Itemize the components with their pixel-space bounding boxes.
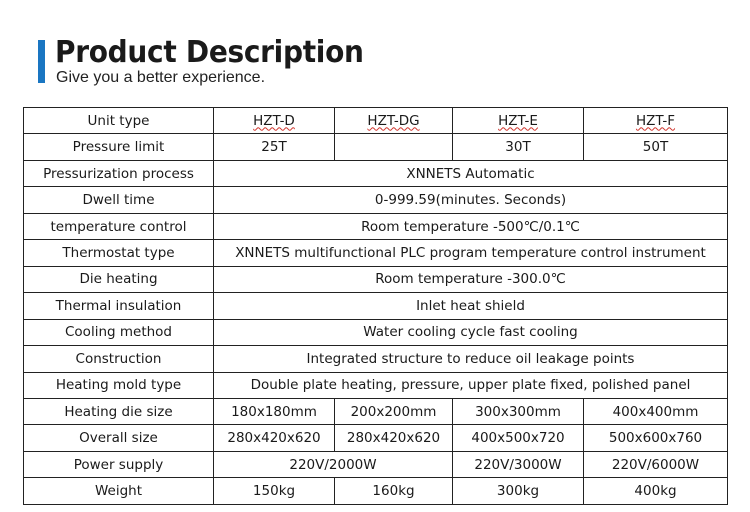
value-cell: 180x180mm: [214, 398, 335, 424]
row-label: Dwell time: [24, 187, 214, 213]
value-cell: 400kg: [584, 478, 728, 505]
row-label: Power supply: [24, 451, 214, 477]
table-row-heating-die-size: [24, 398, 728, 424]
value-cell: 300kg: [453, 478, 584, 505]
model-cell: HZT-F: [584, 108, 728, 134]
row-label: Overall size: [24, 425, 214, 451]
model-cell: HZT-D: [214, 108, 335, 134]
table-row-dwell-time: [24, 187, 728, 213]
value-cell: 160kg: [335, 478, 453, 505]
value-cell: 400x400mm: [584, 398, 728, 424]
row-label: Pressurization process: [24, 160, 214, 186]
row-label: Pressure limit: [24, 134, 214, 160]
value-cell: 400x500x720: [453, 425, 584, 451]
value-cell: 200x200mm: [335, 398, 453, 424]
value-cell: Inlet heat shield: [214, 293, 728, 319]
table-row-thermostat-type: [24, 240, 728, 266]
table-row-die-heating: [24, 266, 728, 292]
table-row-pressurization-process: [24, 160, 728, 186]
row-label: Unit type: [24, 108, 214, 134]
value-cell: Double plate heating, pressure, upper plate fixed, polished panel: [214, 372, 728, 398]
model-cell: HZT-E: [453, 108, 584, 134]
row-label: Thermostat type: [24, 240, 214, 266]
table-row-thermal-insulation: [24, 293, 728, 319]
row-label: Thermal insulation: [24, 293, 214, 319]
page-title: Product Description: [55, 34, 364, 70]
row-label: Die heating: [24, 266, 214, 292]
title-accent-bar: [38, 40, 45, 83]
table-row-overall-size: [24, 425, 728, 451]
value-cell: Water cooling cycle fast cooling: [214, 319, 728, 345]
value-cell: 30T: [453, 134, 584, 160]
value-cell: 220V/6000W: [584, 451, 728, 477]
value-cell: 280x420x620: [335, 425, 453, 451]
table-row-temperature-control: [24, 213, 728, 239]
table-row-unit-type: [24, 108, 728, 134]
page-subtitle: Give you a better experience.: [56, 69, 266, 86]
row-label: temperature control: [24, 213, 214, 239]
value-cell: Room temperature -500℃/0.1℃: [214, 213, 728, 239]
table-row-weight: [24, 478, 728, 505]
row-label: Weight: [24, 478, 214, 505]
value-cell: Integrated structure to reduce oil leakage points: [214, 346, 728, 372]
row-label: Heating mold type: [24, 372, 214, 398]
row-label: Construction: [24, 346, 214, 372]
table-row-pressure-limit: [24, 134, 728, 160]
value-cell: 150kg: [214, 478, 335, 505]
table-row-construction: [24, 346, 728, 372]
model-cell: HZT-DG: [335, 108, 453, 134]
value-cell: XNNETS Automatic: [214, 160, 728, 186]
table-row-power-supply: [24, 451, 728, 477]
value-cell: 50T: [584, 134, 728, 160]
table-row-cooling-method: [24, 319, 728, 345]
value-cell: 500x600x760: [584, 425, 728, 451]
row-label: Cooling method: [24, 319, 214, 345]
value-cell: 220V/2000W: [214, 451, 453, 477]
value-cell: 280x420x620: [214, 425, 335, 451]
value-cell: Room temperature -300.0℃: [214, 266, 728, 292]
spec-table: [23, 107, 728, 505]
value-cell: 220V/3000W: [453, 451, 584, 477]
value-cell: 0-999.59(minutes. Seconds): [214, 187, 728, 213]
table-row-heating-mold-type: [24, 372, 728, 398]
value-cell: 300x300mm: [453, 398, 584, 424]
value-cell: XNNETS multifunctional PLC program temperature control instrument: [214, 240, 728, 266]
value-cell: 25T: [214, 134, 335, 160]
value-cell: [335, 134, 453, 160]
row-label: Heating die size: [24, 398, 214, 424]
